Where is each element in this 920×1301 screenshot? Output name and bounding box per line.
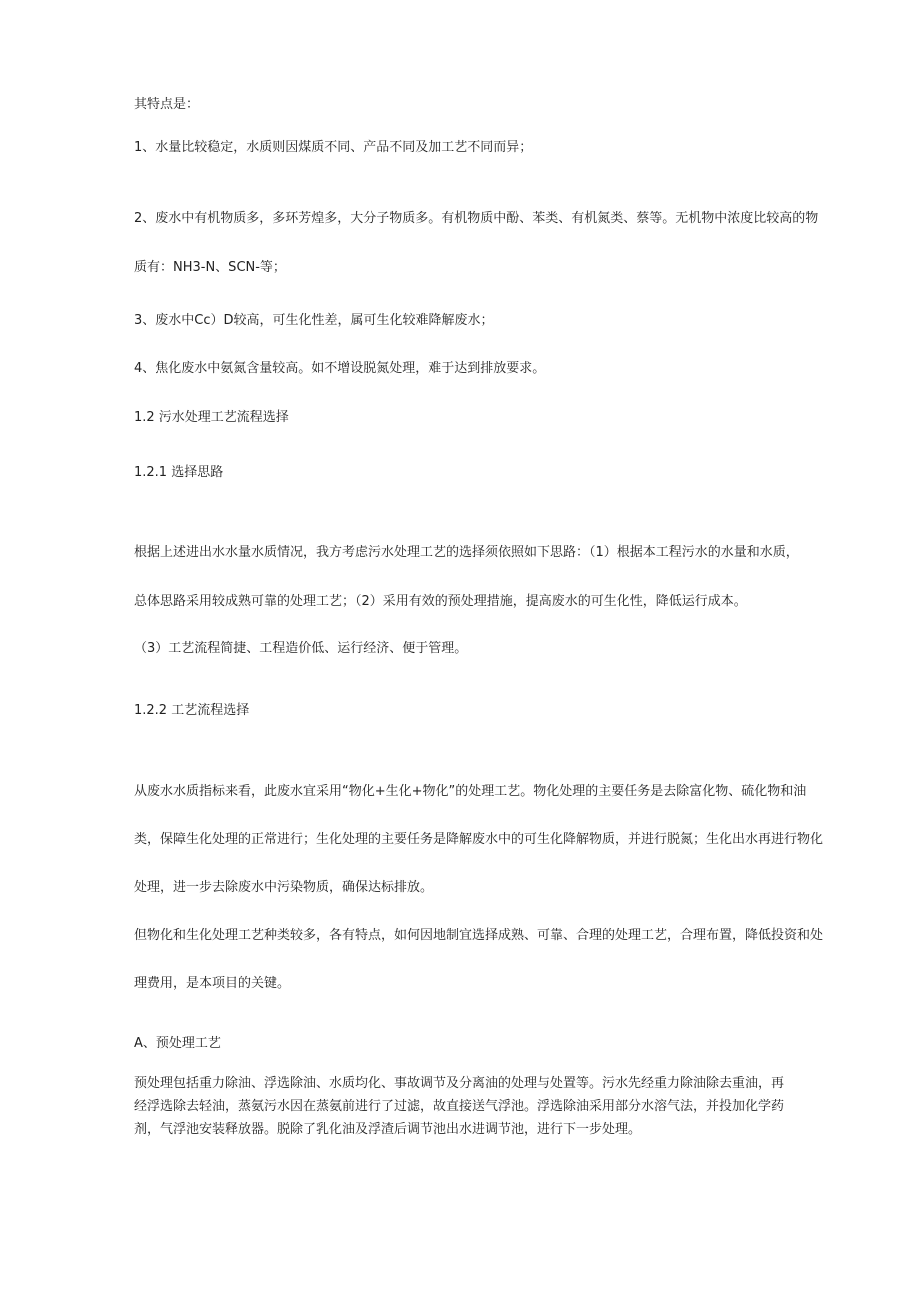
- intro-text: 其特点是：: [134, 97, 200, 112]
- section-heading-1-2-2: 1.2.2 工艺流程选择: [134, 703, 250, 718]
- feature-item-3: 3、废水中Cc）D较高，可生化性差，属可生化较难降解废水；: [134, 313, 494, 328]
- feature-item-2-line-2: 质有：NH3-N、SCN-等；: [134, 260, 286, 275]
- feature-item-4: 4、焦化废水中氨氮含量较高。如不增设脱氮处理，难于达到排放要求。: [134, 361, 546, 376]
- section-heading-a: A、预处理工艺: [134, 1036, 221, 1051]
- feature-item-1: 1、水量比较稳定，水质则因煤质不同、产品不同及加工艺不同而异；: [134, 140, 533, 155]
- key-line-2: 理费用，是本项目的关键。: [134, 976, 291, 991]
- thinking-line-1: 根据上述进出水水量水质情况，我方考虑污水处理工艺的选择须依照如下思路：（1）根据本工程污水的水量和水质，: [134, 545, 799, 560]
- pretreatment-paragraph: 预处理包括重力除油、浮选除油、水质均化、事故调节及分离油的处理与处置等。污水先经重力除油除去重油，再经浮选除去轻油，蒸氨污水因在蒸氨前进行了过滤，故直接送气浮池。浮选除油采用部分水溶气法，并投加化学药剂，气浮池安装释放器。脱除了乳化油及浮渣后调节池出水进调节池，进行下一步处理。: [134, 1076, 785, 1137]
- flow-line-3: 处理，进一步去除废水中污染物质，确保达标排放。: [134, 880, 434, 895]
- feature-item-2-line-1: 2、废水中有机物质多，多环芳煌多，大分子物质多。有机物质中酚、苯类、有机氮类、蔡等。无机物中浓度比较高的物: [134, 211, 819, 226]
- key-line-1: 但物化和生化处理工艺种类较多，各有特点，如何因地制宜选择成熟、可靠、合理的处理工艺，合理布置，降低投资和处: [134, 928, 824, 943]
- thinking-line-2: 总体思路采用较成熟可靠的处理工艺；（2）采用有效的预处理措施，提高废水的可生化性，降低运行成本。: [134, 594, 747, 609]
- thinking-line-3: （3）工艺流程简捷、工程造价低、运行经济、便于管理。: [134, 641, 468, 656]
- section-heading-1-2: 1.2 污水处理工艺流程选择: [134, 410, 289, 425]
- flow-line-1: 从废水水质指标来看，此废水宜采用“物化+生化+物化”的处理工艺。物化处理的主要任务是去除富化物、硫化物和油: [134, 784, 807, 799]
- section-heading-1-2-1: 1.2.1 选择思路: [134, 465, 224, 480]
- flow-line-2: 类，保障生化处理的正常进行；生化处理的主要任务是降解废水中的可生化降解物质，并进行脱氮；生化出水再进行物化: [134, 832, 824, 847]
